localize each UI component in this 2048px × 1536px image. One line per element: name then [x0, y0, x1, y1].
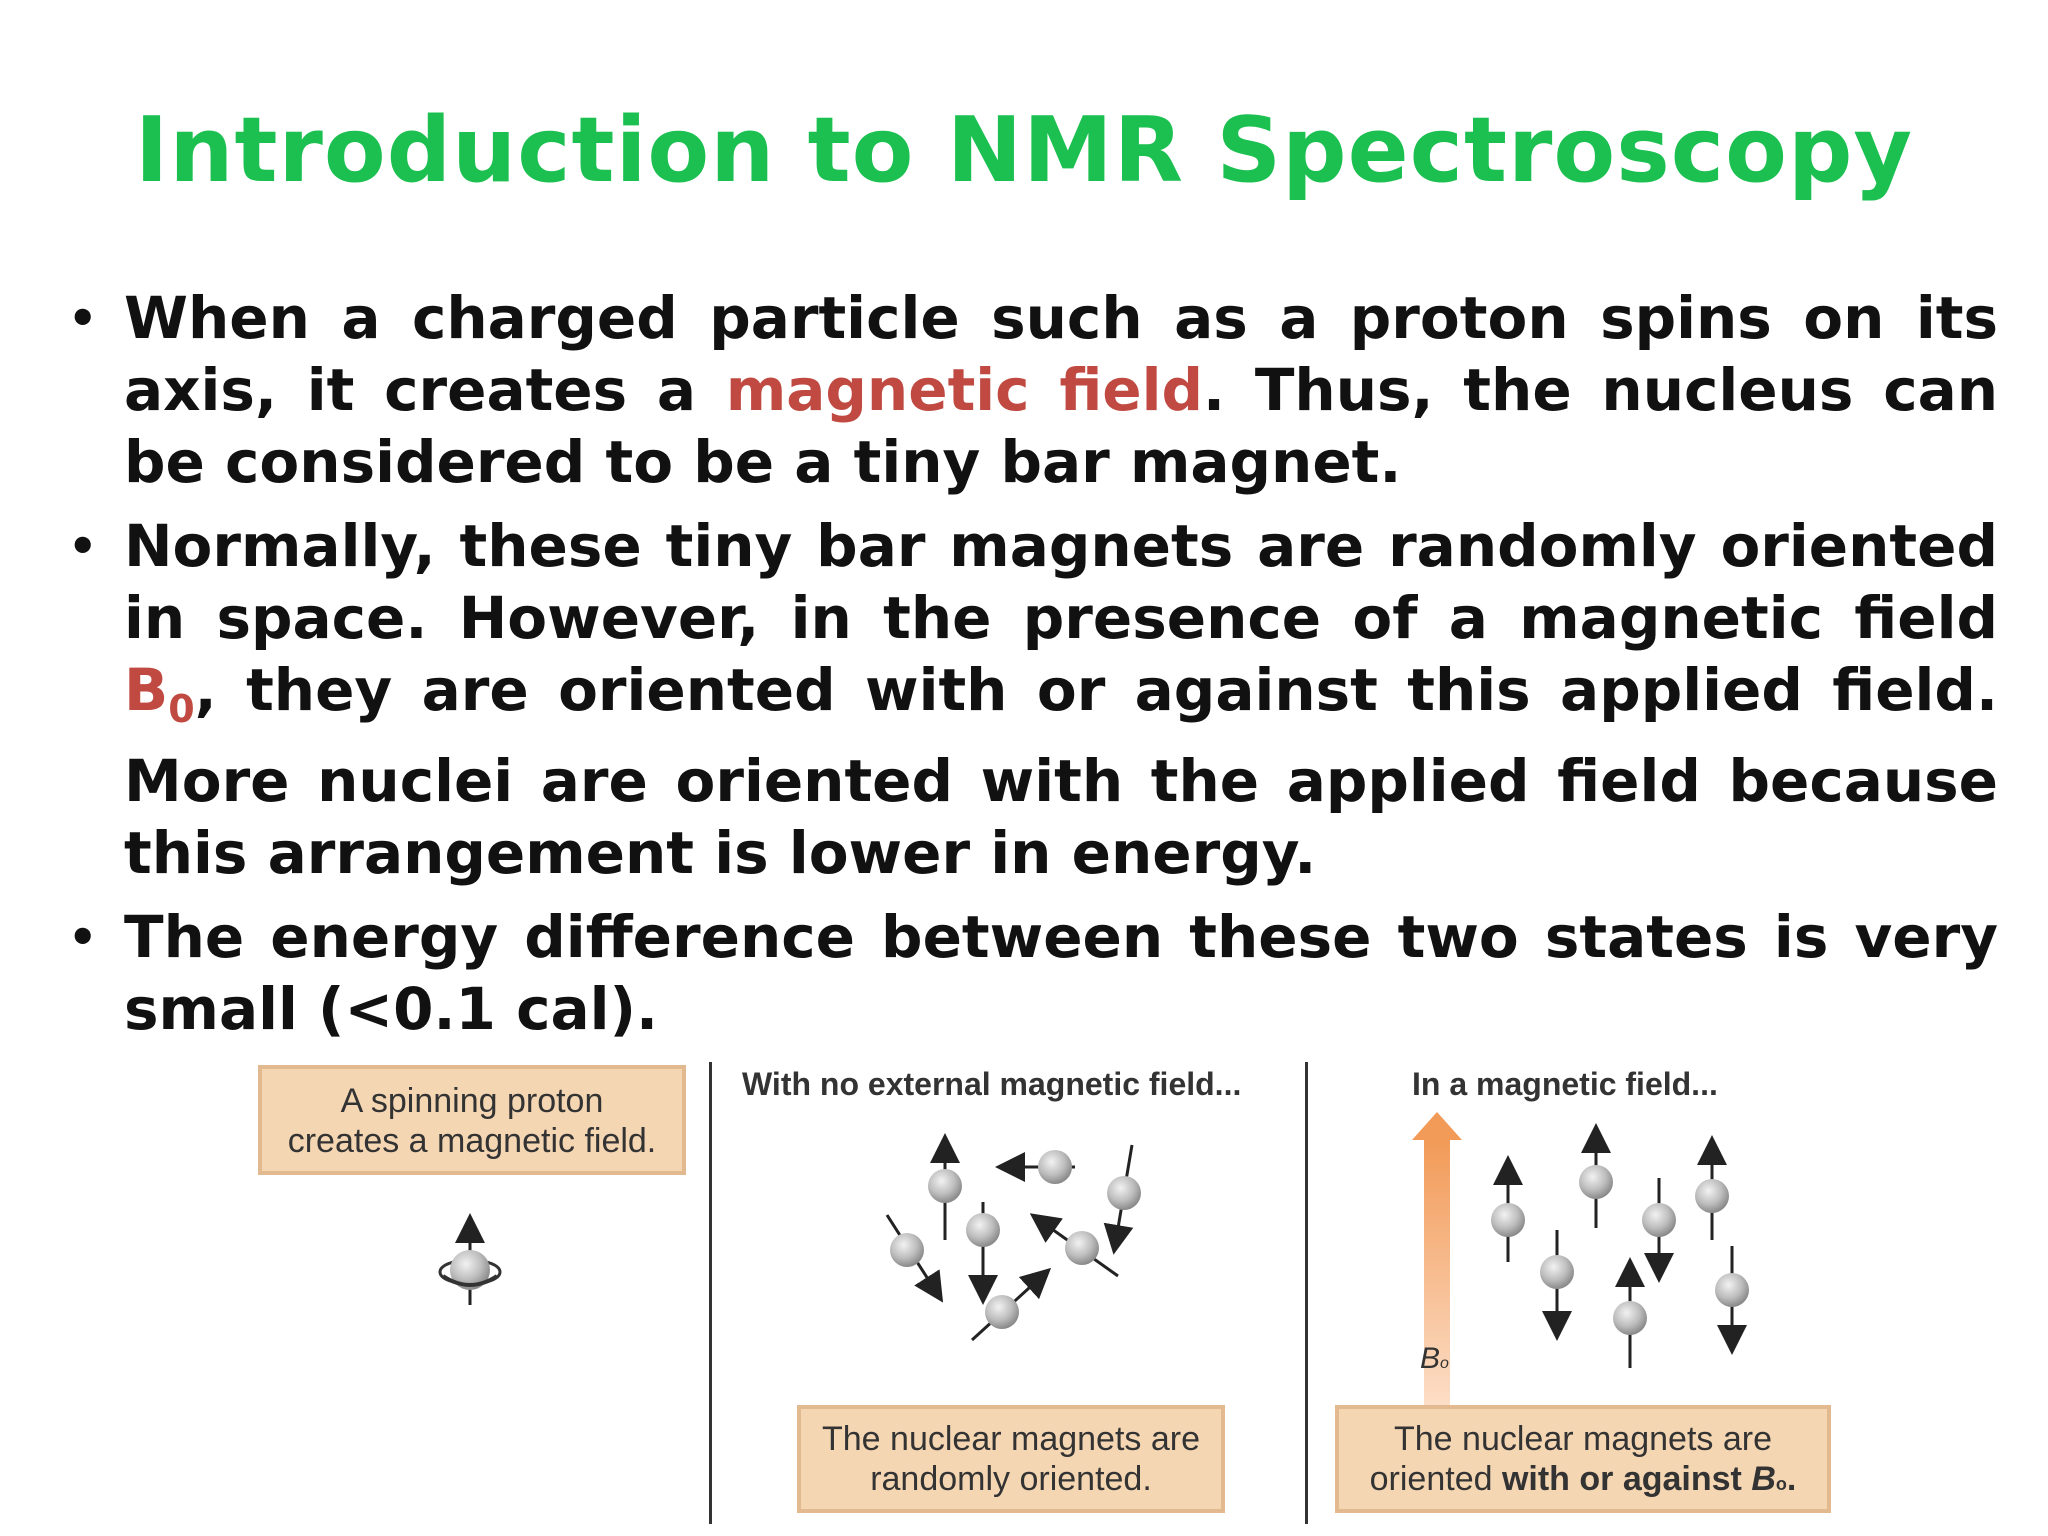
caption-with-against: The nuclear magnets are oriented with or against Bo. [1335, 1405, 1831, 1513]
bullet-dot: • [68, 291, 98, 345]
caption-random: The nuclear magnets are randomly oriented. [797, 1405, 1225, 1513]
bullet-text: . Thus, the nucleus can be considered to be a tiny bar magnet. [124, 356, 1999, 496]
nmr-figure [0, 1050, 2048, 1536]
bullet-item [68, 510, 1998, 889]
bullet-dot: • [68, 910, 98, 964]
highlight-text: magnetic field [725, 356, 1204, 424]
aligned-nuclei [1491, 1138, 1749, 1368]
bullet-item [68, 282, 1998, 498]
bullet-text: , they are oriented with or against this applied field. More nuclei are oriented with the applied field because this arrangement is lower in energy. [124, 656, 1998, 887]
panel-label-no-field: With no external magnetic field... [742, 1066, 1242, 1102]
highlight-b0: $B_0$ [124, 656, 195, 731]
bullet-list [68, 282, 1998, 1057]
spinning-proton-icon [440, 1228, 500, 1305]
caption-spinning-proton: A spinning proton creates a magnetic field. [258, 1065, 686, 1175]
bullet-text: When a charged particle such as a proton spins on its axis, it creates a [124, 284, 1998, 424]
panel-label-in-field: In a magnetic field... [1412, 1066, 1718, 1102]
bullet-text: The energy difference between these two states is very small (<0.1 cal). [124, 903, 1998, 1043]
random-nuclei [887, 1145, 1141, 1340]
bullet-item [68, 901, 1998, 1045]
bullet-text: Normally, these tiny bar magnets are randomly oriented in space. However, in the presence of a magnetic field [124, 512, 1998, 652]
bullet-dot: • [68, 519, 98, 573]
field-arrow-icon [1412, 1112, 1462, 1438]
slide-title: Introduction to NMR Spectroscopy [134, 98, 1914, 203]
field-label-b0: Bo [1420, 1342, 1449, 1375]
